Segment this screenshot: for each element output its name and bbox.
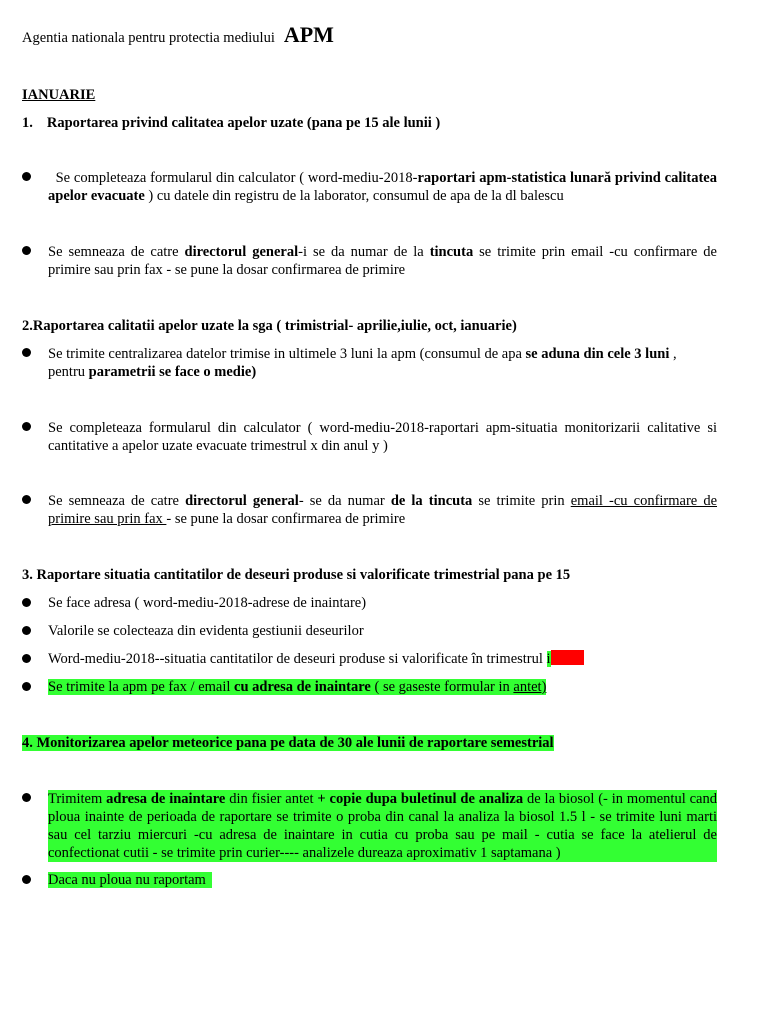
- bullet-icon: [22, 348, 31, 357]
- s4-bullet-1: Trimitem adresa de inaintare din fisier antet + copie dupa buletinul de analiza de la biosol (- in momentul cand ploua inainte de perioada de raportare se trimite o proba din canal la analiza la biosol 1.5 l - se trimite luni marti sau cel tarziu miercuri -cu adresa de inaintare in cutia cu proba sau pe mail - cutia se face la atelierul de confectionat cutii - se trimite prin curier---- analizele dureaza aproximativ 1 saptamana ): [48, 791, 717, 861]
- s2-bullet-2: Se completeaza formularul din calculator ( word-mediu-2018-raportari apm-situatia monitorizarii calitative si cantitative a apelor uzate evacuate trimestrul x din anul y ): [48, 420, 717, 454]
- month-heading: IANUARIE: [22, 87, 96, 103]
- bullet-icon: [22, 875, 31, 884]
- s3-bullet-2: Valorile se colecteaza din evidenta gestiunii deseurilor: [48, 623, 364, 639]
- bullet-icon: [22, 495, 31, 504]
- s2-bullet-1: Se trimite centralizarea datelor trimise in ultimele 3 luni la apm (consumul de apa se aduna din cele 3 luni , pentru parametrii se face o medie): [48, 346, 677, 380]
- section-2-title: 2.Raportarea calitatii apelor uzate la sga ( trimistrial- aprilie,iulie, oct, ianuarie): [22, 318, 517, 334]
- red-mark: [551, 650, 584, 665]
- s3-bullet-3: Word-mediu-2018--situatia cantitatilor de deseuri produse si valorificate în trimestrul i: [48, 650, 717, 668]
- s2-bullet-3: Se semneaza de catre directorul general- se da numar de la tincuta se trimite prin email -cu confirmare de primire sau prin fax - se pune la dosar confirmarea de primire: [48, 493, 718, 527]
- bullet-icon: [22, 246, 31, 255]
- section-3-title: 3. Raportare situatia cantitatilor de deseuri produse si valorificate trimestrial pana pe 15: [22, 567, 571, 583]
- s4-bullet-2: Daca nu ploua nu raportam: [48, 871, 717, 889]
- bullet-icon: [22, 793, 31, 802]
- s1-bullet-1: Se completeaza formularul din calculator ( word-mediu-2018-raportari apm-statistica lunară privind calitatea apelor evacuate ) cu datele din registru de la laborator, consumul de apa de la dl balescu: [48, 170, 717, 204]
- bullet-icon: [22, 172, 31, 181]
- apm-title: APM: [283, 22, 334, 47]
- section-1-text: Raportarea privind calitatea apelor uzate (pana pe 15 ale lunii ): [46, 115, 441, 131]
- header-line: [22, 24, 334, 49]
- bullet-icon: [22, 422, 31, 431]
- bullet-icon: [22, 598, 31, 607]
- s3-bullet-4: Se trimite la apm pe fax / email cu adresa de inaintare ( se gaseste formular in antet): [48, 679, 547, 695]
- bullet-icon: [22, 682, 31, 691]
- s3-bullet-1: Se face adresa ( word-mediu-2018-adrese de inaintare): [48, 595, 367, 611]
- bullet-icon: [22, 654, 31, 663]
- section-4-title: 4. Monitorizarea apelor meteorice pana pe data de 30 ale lunii de raportare semestrial: [22, 735, 554, 751]
- bullet-icon: [22, 626, 31, 635]
- s1-bullet-2: Se semneaza de catre directorul general-i se da numar de la tincuta se trimite prin email -cu confirmare de primire sau prin fax - se pune la dosar confirmarea de primire: [48, 244, 717, 278]
- agency-name: Agentia nationala pentru protectia mediului: [22, 30, 275, 46]
- section-1-title: [22, 115, 440, 132]
- section-1-number: 1.: [22, 115, 33, 131]
